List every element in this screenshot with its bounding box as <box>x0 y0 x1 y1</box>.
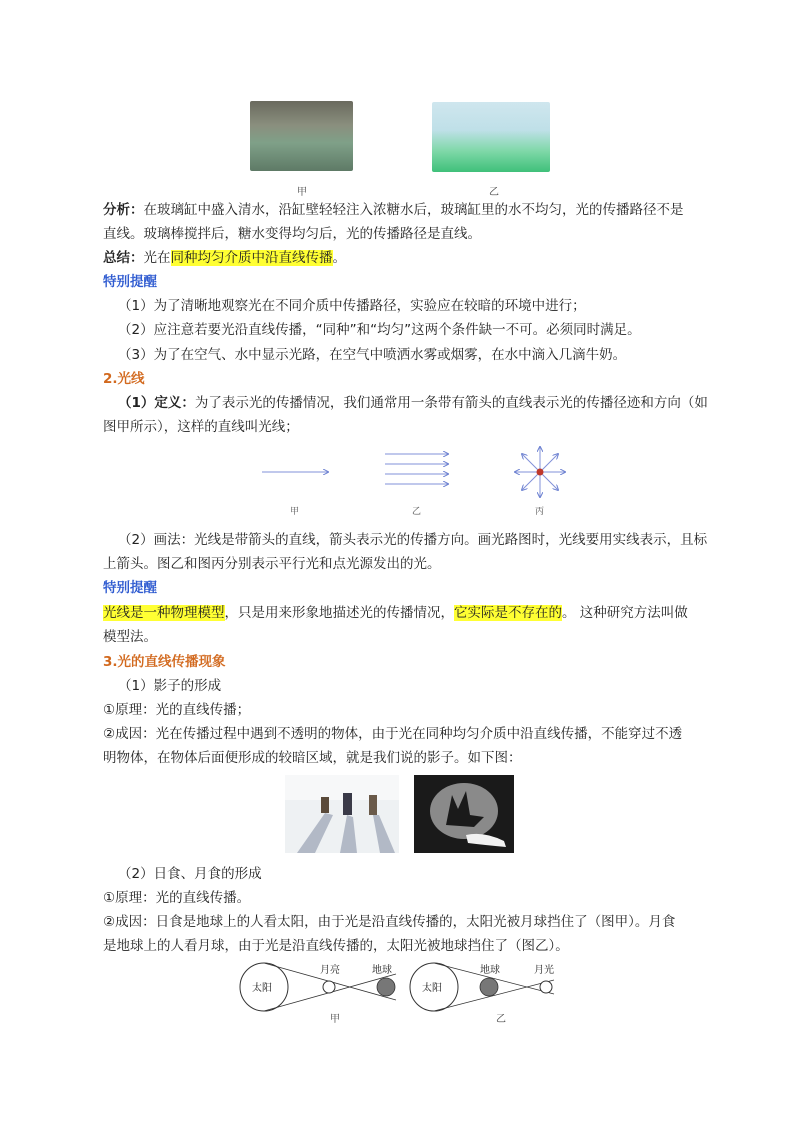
diagram-caption-jia: 甲 <box>290 507 300 517</box>
summary-label: 总结： <box>103 250 144 266</box>
diagram-caption-yi: 乙 <box>412 507 422 517</box>
diagram-caption-bing: 丙 <box>535 507 545 517</box>
analysis-label: 分析： <box>103 202 144 218</box>
experiment-photo-yi <box>432 102 550 172</box>
section-2-title: 2.光线 <box>103 371 145 387</box>
lunar-caption: 乙 <box>496 1014 506 1025</box>
experiment-photo-jia <box>250 101 353 171</box>
reminder-1-item-2: （2）应注意若要光沿直线传播，“同种”和“均匀”这两个条件缺一不可。必须同时满足。 <box>118 322 641 338</box>
reminder-1-title: 特别提醒 <box>103 274 157 290</box>
lunar-sun-label: 太阳 <box>422 983 442 994</box>
definition-text-1: 为了表示光的传播情况，我们通常用一条带有箭头的直线表示光的传播径迹和方向（如 <box>194 395 708 411</box>
summary-line <box>103 248 703 268</box>
parallel-rays <box>385 454 448 484</box>
reminder-2-title: 特别提醒 <box>103 580 157 596</box>
analysis-text-1: 在玻璃缸中盛入清水，沿缸壁轻轻注入浓糖水后，玻璃缸里的水不均匀，光的传播路径不是 <box>143 202 684 218</box>
eclipse-diagrams <box>238 960 568 1026</box>
drawing-method-line-1: （2）画法：光线是带箭头的直线，箭头表示光的传播方向。画光路图时，光线要用实线表示，且标 <box>118 532 708 548</box>
shadow-heading: （1）影子的形成 <box>118 678 222 694</box>
reminder-2-line-1 <box>103 603 703 623</box>
reminder-1-item-3: （3）为了在空气、水中显示光路，在空气中喷洒水雾或烟雾，在水中滴入几滴牛奶。 <box>118 347 627 363</box>
analysis-line-2: 直线。玻璃棒搅拌后，糖水变得均匀后，光的传播路径是直线。 <box>103 226 481 242</box>
drawing-method-line-2: 上箭头。图乙和图丙分别表示平行光和点光源发出的光。 <box>103 556 441 572</box>
summary-highlight: 同种均匀介质中沿直线传播 <box>170 250 333 266</box>
lunar-earth-label: 地球 <box>480 965 500 976</box>
analysis-line-1 <box>103 200 703 220</box>
reminder-2-highlight-1: 光线是一种物理模型 <box>103 605 225 621</box>
section-3-title: 3.光的直线传播现象 <box>103 654 226 670</box>
definition-line-1 <box>118 393 718 413</box>
photo-caption-yi: 乙 <box>489 187 499 198</box>
lunar-moon-label: 月光 <box>534 965 554 976</box>
summary-post: 。 <box>332 250 346 266</box>
point-source-rays <box>515 447 565 497</box>
reminder-2-post: 。 这种研究方法叫做 <box>562 605 688 621</box>
shadow-principle: ①原理：光的直线传播； <box>103 702 251 718</box>
solar-moon-label: 月亮 <box>320 965 340 976</box>
eclipse-heading: （2）日食、月食的形成 <box>118 866 262 882</box>
summary-pre: 光在 <box>143 250 171 266</box>
reminder-2-highlight-2: 它实际是不存在的 <box>454 605 562 621</box>
eclipse-cause-line-1: ②成因：日食是地球上的人看太阳，由于光是沿直线传播的，太阳光被月球挡住了（图甲）。月食 <box>103 914 676 930</box>
lunar-eclipse-diagram <box>410 963 554 1025</box>
shadow-cause-line-1: ②成因：光在传播过程中遇到不透明的物体，由于光在同种均匀介质中沿直线传播，不能穿过不透 <box>103 726 683 742</box>
reminder-1-item-1: （1）为了清晰地观察光在不同介质中传播路径，实验应在较暗的环境中进行； <box>118 298 586 314</box>
reminder-2-line-2: 模型法。 <box>103 629 157 645</box>
solar-caption: 甲 <box>330 1014 340 1025</box>
light-ray-diagrams <box>250 440 580 520</box>
reminder-2-mid: ，只是用来形象地描述光的传播情况， <box>224 605 454 621</box>
definition-label: （1）定义： <box>118 395 195 411</box>
solar-eclipse-diagram <box>240 963 396 1025</box>
eclipse-principle: ①原理：光的直线传播。 <box>103 890 251 906</box>
definition-line-2: 图甲所示），这样的直线叫光线； <box>103 419 299 435</box>
eclipse-cause-line-2: 是地球上的人看月球，由于光是沿直线传播的，太阳光被地球挡住了（图乙）。 <box>103 938 569 954</box>
shadow-photo-people <box>285 775 399 853</box>
photo-caption-jia: 甲 <box>297 187 307 198</box>
shadow-photo-hand-puppet <box>414 775 514 853</box>
solar-earth-label: 地球 <box>372 965 392 976</box>
shadow-cause-line-2: 明物体，在物体后面便形成的较暗区域，就是我们说的影子。如下图： <box>103 750 522 766</box>
solar-sun-label: 太阳 <box>252 983 272 994</box>
